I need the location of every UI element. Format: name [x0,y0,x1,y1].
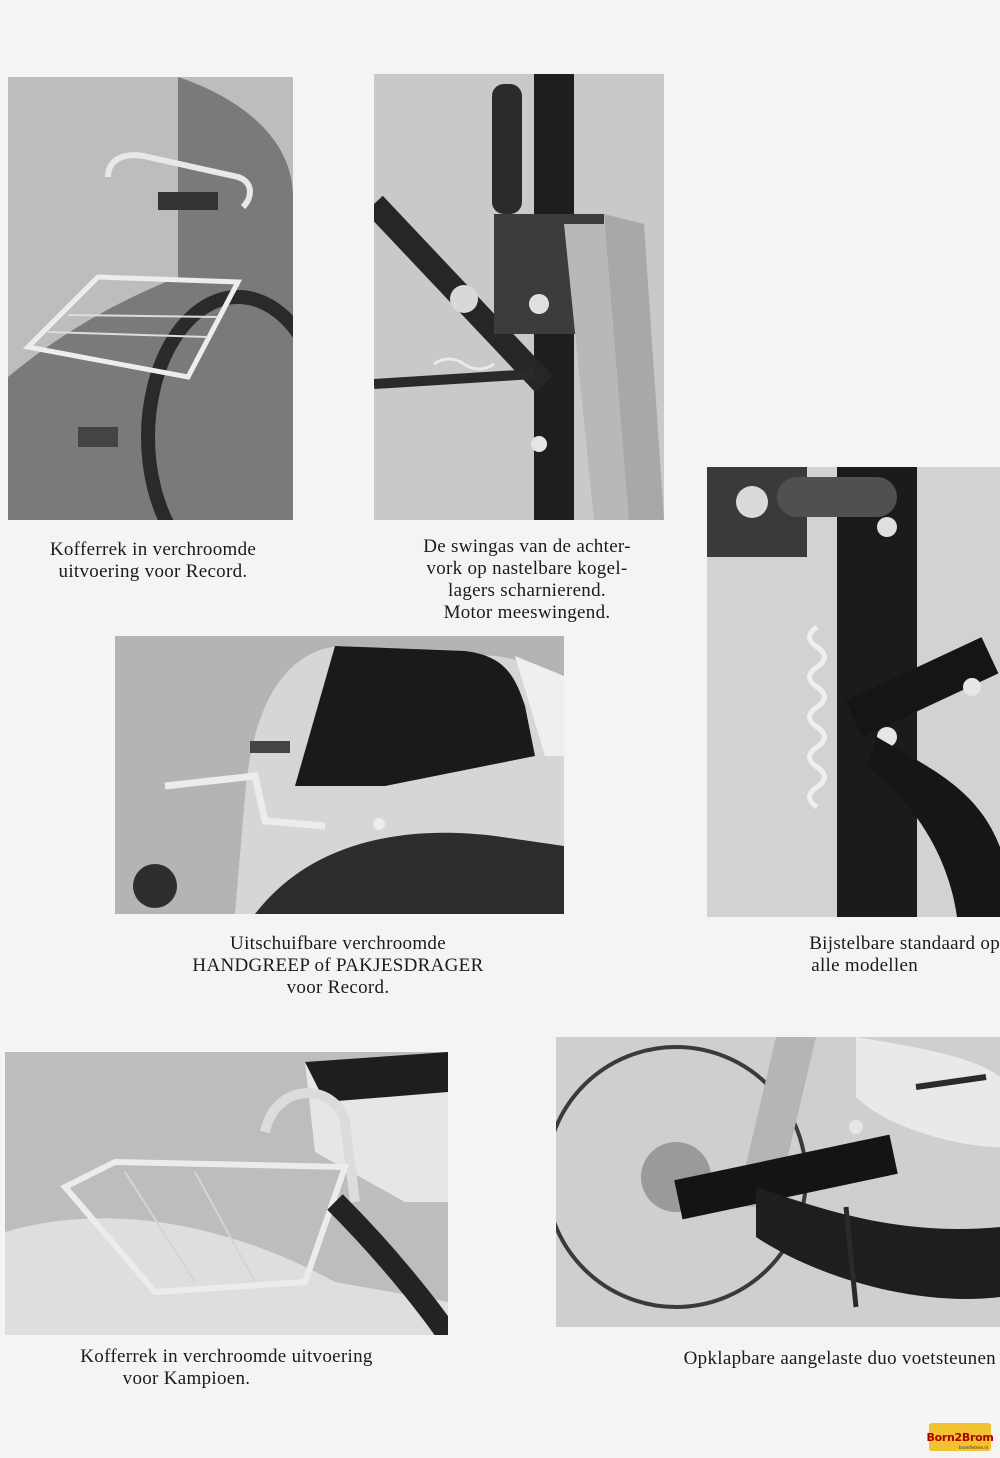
caption-adjustable-stand: Bijstelbare standaard op alle modellen [809,933,1000,976]
caption-swing-axle: De swingas van de achter- vork op nastelbare kogel- lagers scharnierend. Motor meeswingend. [423,536,631,623]
photo-adjustable-stand [707,467,1000,917]
photo-luggage-rack-kampioen [5,1052,448,1335]
caption-folding-footrests: Opklapbare aangelaste duo voetsteunen [683,1348,996,1369]
photo-folding-footrests [556,1037,1000,1327]
photo-handle-parcel-carrier [115,636,564,914]
photo-luggage-rack-record [8,77,293,520]
caption-luggage-rack-kampioen: Kofferrek in verchroomde uitvoering voor Kampioen. [80,1346,373,1389]
caption-handle-parcel-carrier: Uitschuifbare verchroomde HANDGREEP of PAKJESDRAGER voor Record. [192,933,484,998]
caption-luggage-rack-record: Kofferrek in verchroomde uitvoering voor Record. [49,539,257,582]
watermark-logo: Born2Brom bromfietsen.nl [929,1423,991,1451]
photo-swing-axle [374,74,664,520]
